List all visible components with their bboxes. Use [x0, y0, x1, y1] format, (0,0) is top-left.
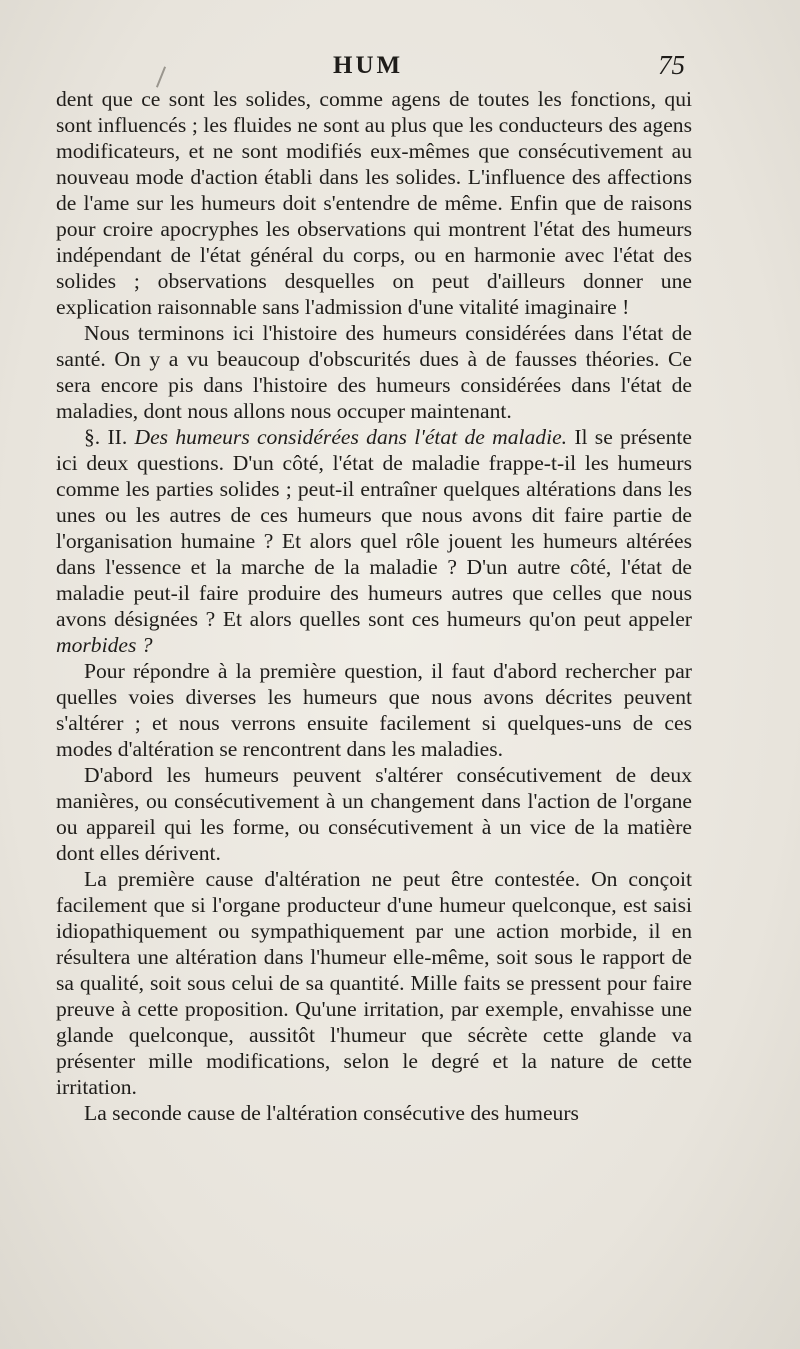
section-number: §. II. [84, 425, 128, 449]
paragraph: dent que ce sont les solides, comme agens de toutes les fonctions, qui sont influencés ; les fluides ne sont au plus que les conducteurs des agens modificateurs, et ne sont modifiés eux-mêmes que consécutivement au nouveau mode d'action établi dans les solides. L'influence des affections de l'ame sur les humeurs doit s'entendre de même. Enfin que de raisons pour croire apocryphes les observations qui montrent l'état des humeurs indépendant de l'état général du corps, ou en harmonie avec l'état des solides ; observations desquelles on peut d'ailleurs donner une explication raisonnable sans l'admission d'une vitalité imaginaire ! [56, 87, 692, 319]
body-text [56, 86, 692, 1126]
paragraph: Nous terminons ici l'histoire des humeurs considérées dans l'état de santé. On y a vu beaucoup d'obscurités dues à de fausses théories. Ce sera encore pis dans l'histoire des humeurs considérées dans l'état de maladies, dont nous allons nous occuper maintenant. [56, 321, 692, 423]
paragraph: La première cause d'altération ne peut être contestée. On conçoit facilement que si l'organe producteur d'une humeur quelconque, est saisi idiopathiquement ou sympathiquement par une action morbide, il en résultera une altération dans l'humeur elle-même, soit sous le rapport de sa qualité, soit sous celui de sa quantité. Mille faits se pressent pour faire preuve à cette proposition. Qu'une irritation, par exemple, envahisse une glande quelconque, aussitôt l'humeur que sécrète cette glande va présenter mille modifications, selon le degré et la nature de cette irritation. [56, 867, 692, 1099]
paragraph: Pour répondre à la première question, il faut d'abord rechercher par quelles voies diverses les humeurs que nous avons décrites peuvent s'altérer ; et nous verrons ensuite facilement si quelques-uns de ces modes d'altération se rencontrent dans les maladies. [56, 659, 692, 761]
emphasis-morbides: morbides ? [56, 633, 153, 657]
paragraph: La seconde cause de l'altération consécutive des humeurs [84, 1101, 579, 1125]
section-title: Des humeurs considérées dans l'état de maladie. [134, 425, 568, 449]
stray-pen-mark [156, 66, 166, 87]
page-number: 75 [658, 50, 685, 80]
paragraph: D'abord les humeurs peuvent s'altérer consécutivement de deux manières, ou consécutivement à un changement dans l'action de l'organe ou appareil qui les forme, ou consécutivement à un vice de la matière dont elles dérivent. [56, 763, 692, 865]
page-header [0, 52, 800, 84]
paragraph-text: Il se présente ici deux questions. D'un côté, l'état de maladie frappe-t-il les humeurs comme les parties solides ; peut-il entraîner quelques altérations dans les unes ou les autres de ces humeurs que nous avons dit faire partie de l'organisation humaine ? Et alors quel rôle jouent les humeurs altérées dans l'essence et la marche de la maladie ? D'un autre côté, l'état de maladie peut-il faire produire des humeurs autres que celles que nous avons désignées ? Et alors quelles sont ces humeurs qu'on peut appeler [56, 425, 692, 631]
paragraph-section-heading [56, 424, 692, 658]
running-head: HUM [333, 52, 404, 79]
